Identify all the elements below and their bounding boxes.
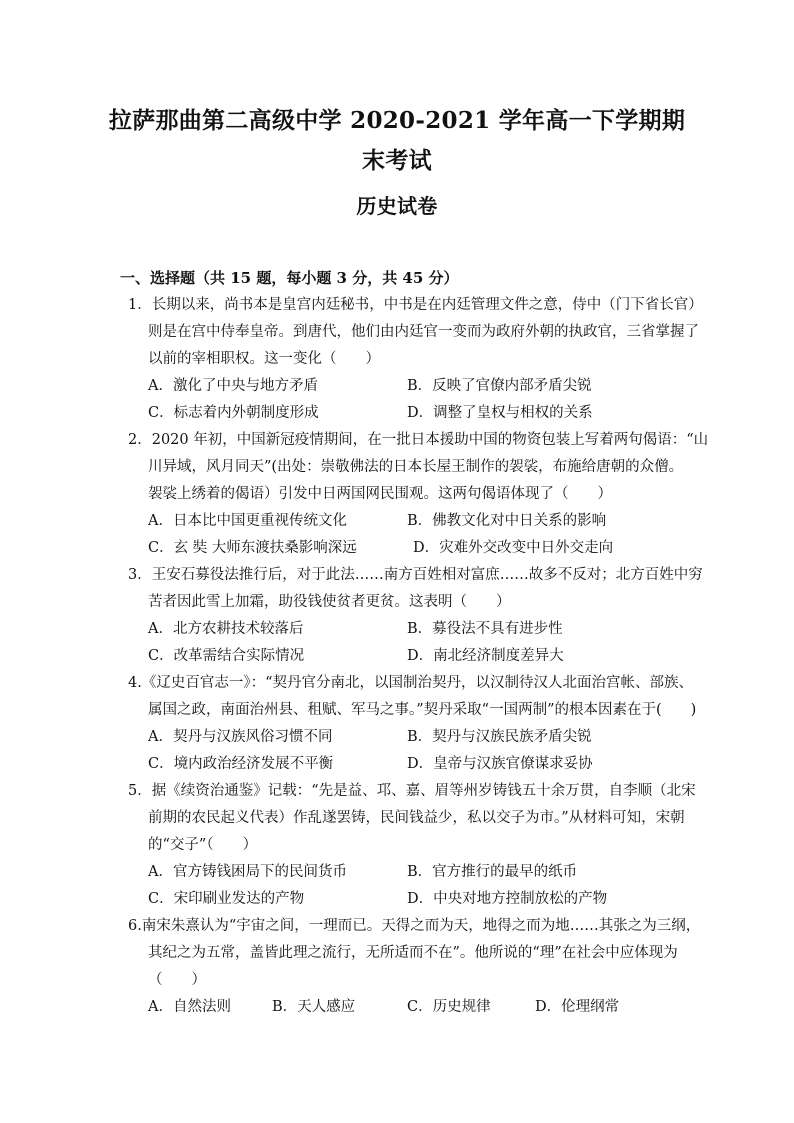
page-subtitle: 历史试卷 xyxy=(356,194,438,218)
option-c: C．标志着内外朝制度形成 xyxy=(148,405,319,421)
option-c: C．改革需结合实际情况 xyxy=(148,648,305,664)
option-b: B．天人感应 xyxy=(272,999,356,1015)
option-d: D．伦理纲常 xyxy=(535,999,620,1015)
option-a: A．自然法则 xyxy=(148,999,231,1015)
option-c: C．境内政治经济发展不平衡 xyxy=(148,756,334,772)
option-a: A．激化了中央与地方矛盾 xyxy=(148,378,318,394)
section-heading: 一、选择题（共 15 题，每小题 3 分，共 45 分） xyxy=(120,269,459,287)
option-c: C．宋印刷业发达的产物 xyxy=(148,891,305,907)
question-text-line: 属国之政，南面治州县、租赋、军马之事。”契丹采取“一国两制”的根本因素在于( ) xyxy=(148,702,697,718)
option-b: B．募役法不具有进步性 xyxy=(407,621,563,637)
question-text-line: 前期的农民起义代表）作乱遂罢铸，民间钱益少，私以交子为市。”从材料可知，宋朝 xyxy=(148,810,685,826)
question-text-line: 5．据《续资治通鉴》记载：“先是益、邛、嘉、眉等州岁铸钱五十余万贯，自李顺（北宋 xyxy=(128,783,696,799)
option-b: B．契丹与汉族民族矛盾尖锐 xyxy=(407,729,592,745)
option-c: C．玄 奘 大师东渡扶桑影响深远 xyxy=(148,540,357,556)
option-d: D．皇帝与汉族官僚谋求妥协 xyxy=(407,756,593,772)
question-text-line: 苦者因此雪上加霜，助役钱使贫者更贫。这表明（ ） xyxy=(148,594,511,610)
option-a: A．契丹与汉族风俗习惯不同 xyxy=(148,729,333,745)
option-b: B．官方推行的最早的纸币 xyxy=(407,864,578,880)
question-text-line: 3．王安石募役法推行后，对于此法……南方百姓相对富庶……故多不反对；北方百姓中穷 xyxy=(128,567,703,583)
option-b: B．佛教文化对中日关系的影响 xyxy=(407,513,607,529)
question-text-line: 的“交子”（ ） xyxy=(148,837,258,853)
question-text-line: 则是在宫中侍奉皇帝。到唐代，他们由内廷官一变而为政府外朝的执政官，三省掌握了 xyxy=(148,324,699,340)
page-title-line2: 末考试 xyxy=(362,147,432,174)
option-d: D．南北经济制度差异大 xyxy=(407,648,564,664)
question-text-line: 以前的宰相职权。这一变化（ ） xyxy=(148,351,380,367)
question-text-line: 其纪之为五常，盖皆此理之流行，无所适而不在”。他所说的“理”在社会中应体现为 xyxy=(148,945,678,961)
option-d: D．调整了皇权与相权的关系 xyxy=(407,405,593,421)
option-d: D．灾难外交改变中日外交走向 xyxy=(413,540,614,556)
question-text-line: （ ） xyxy=(148,972,206,988)
page-title-line1: 拉萨那曲第二高级中学 2020-2021 学年高一下学期期 xyxy=(108,107,686,134)
question-text-line: 1．长期以来，尚书本是皇宫内廷秘书，中书是在内廷管理文件之意，侍中（门下省长官） xyxy=(128,297,703,313)
option-b: B．反映了官僚内部矛盾尖锐 xyxy=(407,378,592,394)
option-a: A．日本比中国更重视传统文化 xyxy=(148,513,347,529)
question-text-line: 袈裟上绣着的偈语）引发中日两国网民围观。这两句偈语体现了（ ） xyxy=(148,486,612,502)
option-c: C．历史规律 xyxy=(407,999,491,1015)
question-text-line: 2．2020 年初，中国新冠疫情期间，在一批日本援助中国的物资包装上写着两句偈语：“山 xyxy=(128,432,709,448)
question-text-line: 6.南宋朱熹认为“宇宙之间，一理而已。天得之而为天，地得之而为地……其张之为三纲， xyxy=(128,918,701,934)
question-text-line: 4.《辽史百官志一》：“契丹官分南北，以国制治契丹，以汉制待汉人北面治宫帐、部族、 xyxy=(128,675,693,691)
option-a: A．北方农耕技术较落后 xyxy=(148,621,304,637)
option-d: D．中央对地方控制放松的产物 xyxy=(407,891,608,907)
option-a: A．官方铸钱困局下的民间货币 xyxy=(148,864,347,880)
question-text-line: 川异域，风月同天”(出处：崇敬佛法的日本长屋王制作的袈裟，布施给唐朝的众僧。 xyxy=(148,459,684,475)
